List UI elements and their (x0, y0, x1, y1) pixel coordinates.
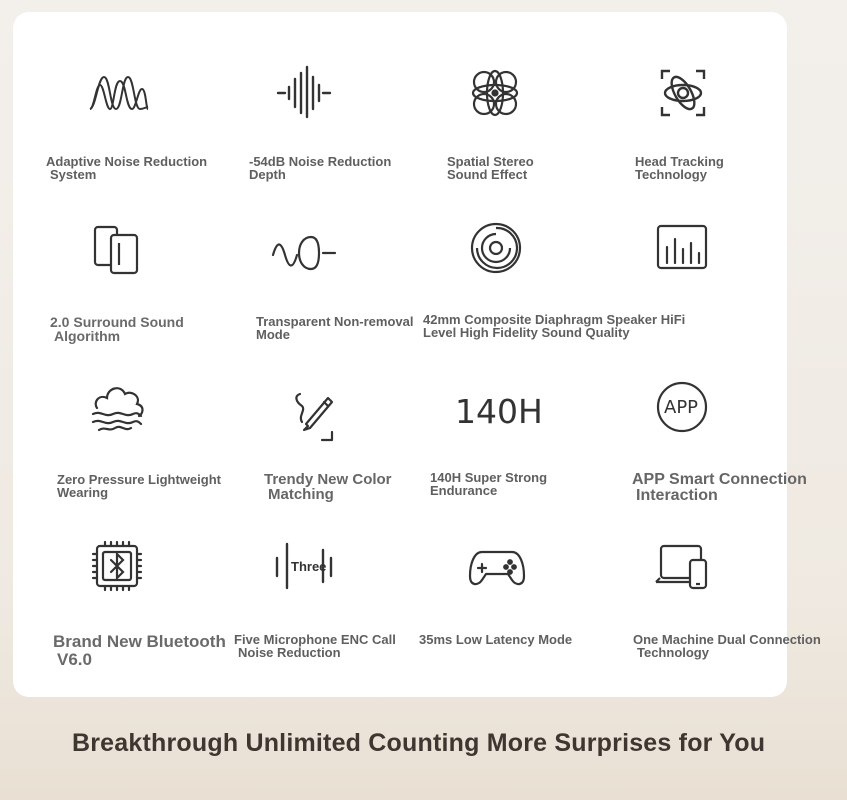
microphone-icon-text: Three (291, 559, 327, 574)
feature-line1: Adaptive Noise Reduction (46, 154, 208, 169)
feature-spatial-stereo (447, 67, 659, 217)
app-icon (657, 382, 721, 446)
feature-endurance (430, 382, 645, 532)
feature-surround-sound (50, 225, 283, 375)
feature-line2: V6.0 (57, 650, 92, 669)
spatial-rings-icon (469, 67, 533, 131)
feature-line1: Transparent Non-removal (256, 314, 414, 329)
feature-noise-reduction-depth (249, 67, 465, 217)
feature-line1: Head Tracking (635, 154, 724, 169)
gamepad-icon (470, 540, 534, 604)
feature-line2: Endurance (430, 483, 498, 498)
feature-line2: Algorithm (54, 328, 121, 344)
feature-line2: System (50, 167, 97, 182)
app-icon-text: APP (664, 397, 699, 418)
feature-lightweight (57, 382, 281, 532)
feature-app-connection (632, 382, 847, 532)
speaker-diaphragm-icon (471, 222, 535, 286)
feature-line2: Interaction (636, 487, 718, 504)
feature-line1: 140H Super Strong (430, 470, 548, 485)
feature-line1: One Machine Dual Connection (633, 632, 821, 647)
feature-line1: 35ms Low Latency Mode (419, 632, 573, 647)
feature-line2: Level High Fidelity Sound Quality (423, 325, 630, 340)
feature-line2: Matching (268, 486, 334, 503)
feature-microphone-enc (234, 540, 467, 690)
feature-bluetooth (53, 540, 281, 690)
ear-wave-icon (271, 225, 335, 289)
pen-icon (286, 382, 350, 446)
microphone-wave-icon (277, 540, 341, 604)
feature-equalizer (657, 225, 847, 375)
feature-line1: 2.0 Surround Sound (50, 314, 184, 330)
feature-line2: Technology (635, 167, 707, 182)
feature-line2: Depth (249, 167, 286, 182)
feature-line1: Zero Pressure Lightweight (57, 472, 221, 487)
feature-adaptive-noise-reduction (46, 67, 276, 217)
feature-line1: Five Microphone ENC Call (234, 632, 396, 647)
surround-panels-icon (93, 225, 157, 289)
feature-line1: Spatial Stereo (447, 154, 534, 169)
bluetooth-chip-icon (91, 540, 155, 604)
laptop-phone-icon (656, 540, 720, 604)
feature-low-latency (419, 540, 660, 690)
features-card (13, 12, 821, 697)
endurance-icon-text: 140H (455, 392, 543, 431)
equalizer-icon (657, 225, 721, 289)
feature-line2: Noise Reduction (238, 645, 341, 660)
feature-line2: Technology (637, 645, 709, 660)
feature-line2: Mode (256, 327, 290, 342)
waveform-icon (86, 67, 150, 131)
feature-line1: Trendy New Color (264, 471, 392, 488)
head-tracking-icon (656, 67, 720, 131)
feature-line1: 42mm Composite Diaphragm Speaker HiFi (423, 312, 686, 327)
feature-dual-connection (633, 540, 846, 690)
feature-diaphragm-speaker (423, 222, 686, 372)
feature-line1: -54dB Noise Reduction (249, 154, 392, 169)
feature-line2: Wearing (57, 485, 109, 500)
battery-140h-icon (455, 382, 555, 446)
bottom-title: Breakthrough Unlimited Counting More Surprises for You (72, 729, 766, 757)
feature-line1: Brand New Bluetooth (53, 632, 226, 651)
feature-transparent-mode (256, 225, 461, 375)
feature-line2: Sound Effect (447, 167, 528, 182)
feature-color-matching (264, 382, 476, 532)
feature-head-tracking (635, 67, 846, 217)
cloud-icon (91, 382, 155, 446)
feature-line1: APP Smart Connection (632, 471, 807, 488)
audio-bars-icon (275, 67, 339, 131)
